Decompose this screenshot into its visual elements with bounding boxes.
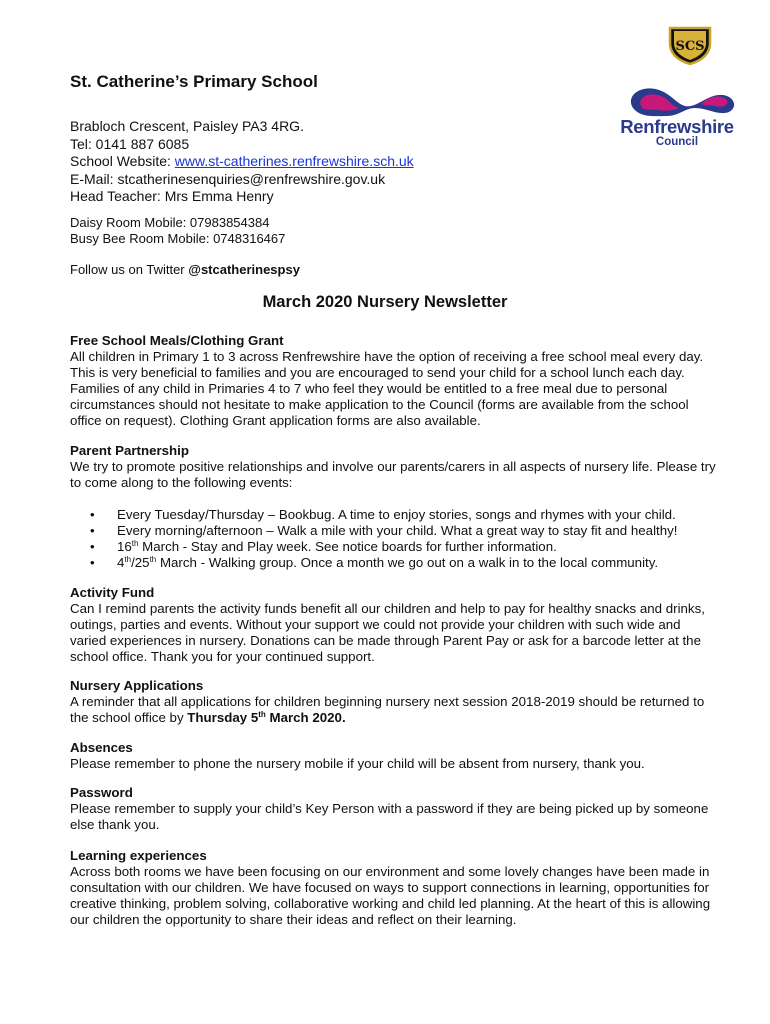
section-password <box>70 785 720 833</box>
events-list <box>70 507 720 571</box>
section-parent-partnership <box>70 443 720 571</box>
bullet-icon: • <box>90 507 95 522</box>
section-body: Please remember to supply your child’s Key Person with a password if they are being picked up by someone else thank you. <box>70 801 709 832</box>
school-name: St. Catherine’s Primary School <box>70 72 318 91</box>
bullet-icon: • <box>90 555 95 570</box>
busy-bee-room-mobile: Busy Bee Room Mobile: 0748316467 <box>70 231 286 246</box>
section-free-school-meals <box>70 333 720 429</box>
website-label: School Website: <box>70 153 175 169</box>
list-item: • Every morning/afternoon – Walk a mile with your child. What a great way to stay fit and healthy! <box>90 523 678 538</box>
section-body: Please remember to phone the nursery mobile if your child will be absent from nursery, thank you. <box>70 756 645 771</box>
list-item: • 4th/25th March - Walking group. Once a month we go out on a walk in to the local community. <box>90 555 659 570</box>
head-teacher: Head Teacher: Mrs Emma Henry <box>70 188 274 204</box>
bullet-icon: • <box>90 523 95 538</box>
council-name: Renfrewshire <box>620 116 734 137</box>
section-body: All children in Primary 1 to 3 across Renfrewshire have the option of receiving a free school meal every day. This is very beneficial to families and you are encouraged to send your child for a school lunch each day. Families of any child in Primaries 4 to 7 who feel they would be entitled to a free meal due to personal circumstances should not hesitate to make application to the Council (forms are available from the school office on request). Clothing Grant application forms are also available. <box>70 349 704 428</box>
section-heading: Nursery Applications <box>70 678 204 693</box>
school-crest-icon <box>666 25 714 65</box>
application-deadline: Thursday 5th March 2020. <box>187 710 346 725</box>
school-email: E-Mail: stcatherinesenquiries@renfrewshire.gov.uk <box>70 170 386 187</box>
school-address: Brabloch Crescent, Paisley PA3 4RG. <box>70 118 304 134</box>
twitter-line <box>70 262 300 278</box>
daisy-room-mobile: Daisy Room Mobile: 07983854384 <box>70 215 270 230</box>
council-subtitle: Council <box>655 136 699 148</box>
section-body: Can I remind parents the activity funds benefit all our children and help to pay for healthy snacks and drinks, outings, parties and events. Without your support we could not provide your children with such wide and varied experiences in nursery. Donations can be made through Parent Pay or ask for a barcode letter at the school office. Thank you for your continued support. <box>70 601 705 664</box>
section-heading: Activity Fund <box>70 585 155 600</box>
section-heading: Free School Meals/Clothing Grant <box>70 333 284 348</box>
section-absences <box>70 740 720 772</box>
list-item: • 16th March - Stay and Play week. See notice boards for further information. <box>90 539 557 554</box>
section-body: Across both rooms we have been focusing on our environment and some lovely changes have been made in consultation with our children. We have focused on ways to support connections in learning, opportunities for creative thinking, problem solving, collaborative working and child led planning. At the heart of this is allowing our children the opportunity to share their ideas and reflect on their learning. <box>70 864 711 927</box>
school-telephone: Tel: 0141 887 6085 <box>70 135 190 152</box>
website-link[interactable]: www.st-catherines.renfrewshire.sch.uk <box>174 153 414 169</box>
section-learning-experiences <box>70 848 720 928</box>
bullet-icon: • <box>90 539 95 554</box>
twitter-handle: @stcatherinespsy <box>188 262 300 277</box>
section-body: We try to promote positive relationships and involve our parents/carers in all aspects of nursery life. Please try to come along to the following events: <box>70 459 716 490</box>
section-body: A reminder that all applications for children beginning nursery next session 2018-2019 should be returned to the school office by Thursday 5th March 2020. <box>70 694 705 725</box>
section-heading: Learning experiences <box>70 848 207 863</box>
newsletter-title: March 2020 Nursery Newsletter <box>262 293 508 311</box>
school-website <box>70 153 510 171</box>
section-heading: Password <box>70 785 133 800</box>
section-nursery-applications <box>70 678 720 726</box>
section-heading: Parent Partnership <box>70 443 189 458</box>
contact-block <box>70 118 510 206</box>
list-item: • Every Tuesday/Thursday – Bookbug. A time to enjoy stories, songs and rhymes with your child. <box>90 507 676 522</box>
section-heading: Absences <box>70 740 133 755</box>
section-activity-fund <box>70 585 720 665</box>
crest-initials: SCS <box>675 39 705 54</box>
twitter-label: Follow us on Twitter <box>70 262 189 277</box>
room-mobiles <box>70 215 285 247</box>
